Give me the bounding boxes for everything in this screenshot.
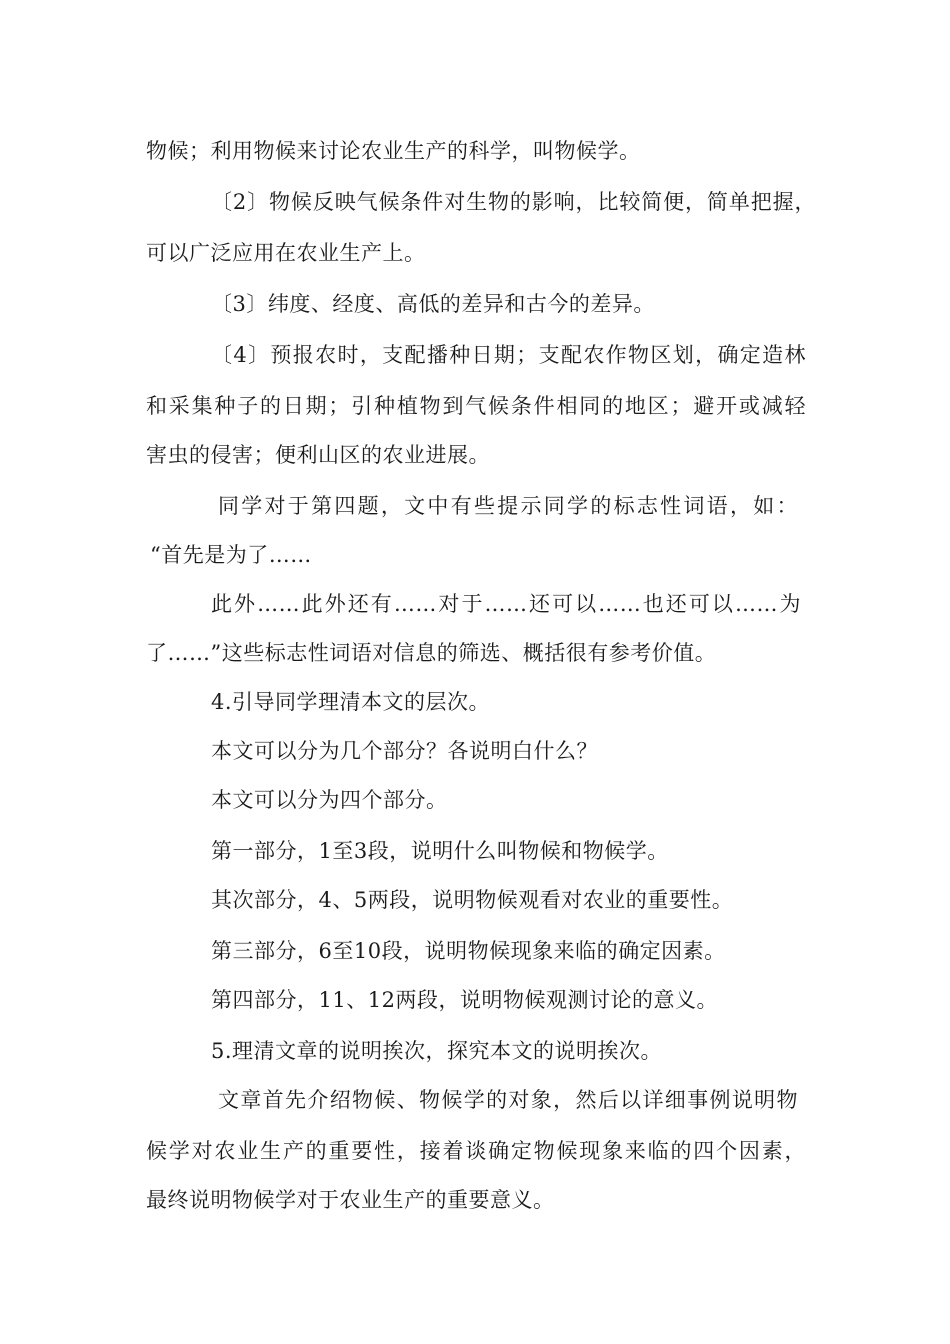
text-line-22: 最终说明物候学对于农业生产的重要意义。 (146, 1188, 555, 1212)
text-line-18: 第四部分，11、12两段，说明物候观测讨论的意义。 (211, 988, 718, 1012)
text-line-8: 同学对于第四题，文中有些提示同学的标志性词语，如： (218, 494, 798, 518)
text-line-15: 第一部分，1至3段，说明什么叫物候和物候学。 (211, 839, 669, 863)
text-line-20: 文章首先介绍物候、物候学的对象，然后以详细事例说明物 (218, 1088, 798, 1112)
text-line-3: 可以广泛应用在农业生产上。 (146, 241, 426, 265)
text-line-21: 候学对农业生产的重要性，接着谈确定物候现象来临的四个因素， (146, 1139, 806, 1163)
text-line-5: 〔4〕预报农时，支配播种日期；支配农作物区划，确定造林 (211, 343, 806, 367)
text-line-19: 5.理清文章的说明挨次，探究本文的说明挨次。 (211, 1039, 663, 1063)
text-line-14: 本文可以分为四个部分。 (211, 788, 448, 812)
text-line-2: 〔2〕物候反映气候条件对生物的影响，比较简便，简单把握， (211, 190, 816, 214)
text-line-17: 第三部分，6至10段，说明物候现象来临的确定因素。 (211, 939, 726, 963)
text-line-4: 〔3〕纬度、经度、高低的差异和古今的差异。 (211, 292, 655, 316)
text-line-10: 此外……此外还有……对于……还可以……也还可以……为 (211, 592, 801, 616)
text-line-16: 其次部分，4、5两段，说明物候观看对农业的重要性。 (211, 888, 734, 912)
text-line-12: 4.引导同学理清本文的层次。 (211, 690, 491, 714)
text-line-7: 害虫的侵害；便利山区的农业进展。 (146, 443, 490, 467)
text-line-11: 了……”这些标志性词语对信息的筛选、概括很有参考价值。 (146, 641, 717, 665)
text-line-1: 物候；利用物候来讨论农业生产的科学，叫物候学。 (146, 139, 641, 163)
text-line-6: 和采集种子的日期；引种植物到气候条件相同的地区；避开或减轻 (146, 394, 806, 418)
text-line-9: “首先是为了…… (150, 543, 312, 567)
text-line-13: 本文可以分为几个部分？各说明白什么？ (211, 739, 598, 763)
